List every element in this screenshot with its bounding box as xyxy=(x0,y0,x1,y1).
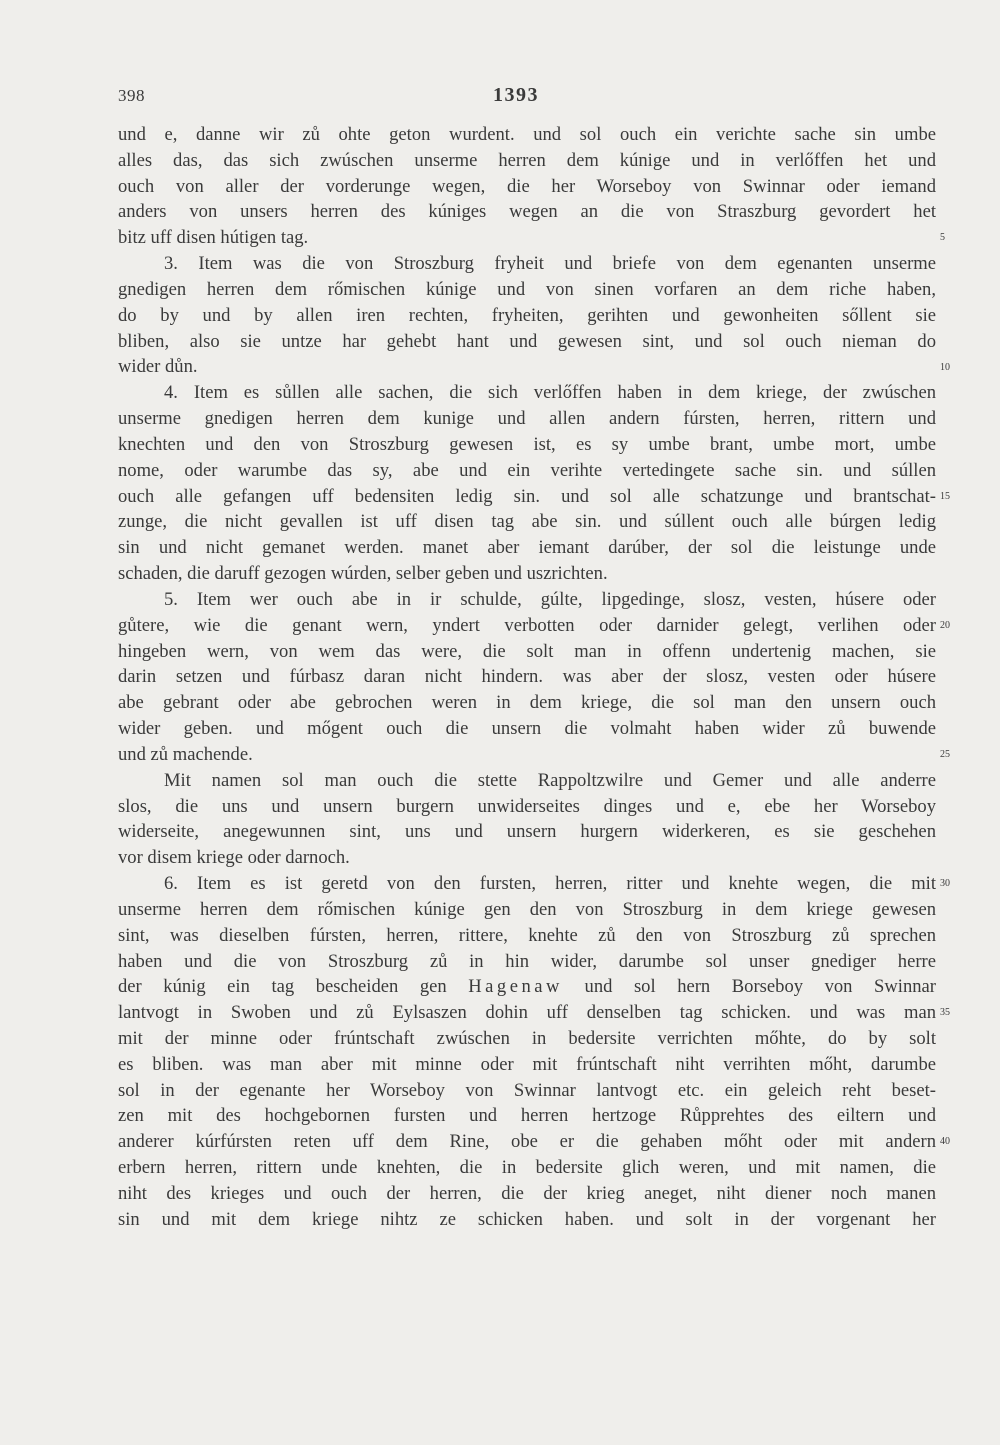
text-line: ouch von aller der vorderunge wegen, die her Worseboy von Swinnar oder iemand xyxy=(118,175,936,197)
text-line: und e, danne wir zů ohte geton wurdent. und sol ouch ein verichte sache sin umbe xyxy=(118,124,936,145)
text-line: sin und nicht gemanet werden. manet aber iemant darúber, der sol die leistunge unde xyxy=(118,537,936,559)
text-line: bliben, also sie untze har gehebt hant und gewesen sint, und sol ouch nieman do xyxy=(118,330,936,352)
document-text xyxy=(118,122,936,1233)
text-line: haben und die von Stroszburg zů in hin wider, darumbe sol unser gnediger herre xyxy=(118,950,936,972)
text-line: do by und by allen iren rechten, fryheiten, gerihten und gewonheiten sőllent sie xyxy=(118,304,936,326)
text-line: ouch alle gefangen uff bedensiten ledig sin. und sol alle schatzunge und brantschat- xyxy=(118,485,936,507)
margin-line-number: 10 xyxy=(940,361,950,373)
text-line: sint, was dieselben fúrsten, herren, rittere, knehte zů den von Stroszburg zů sprechen xyxy=(118,924,936,946)
margin-line-number: 20 xyxy=(940,619,950,631)
text-line: unserme gnedigen herren dem kunige und allen andern fúrsten, herren, rittern und xyxy=(118,408,936,430)
text-line: 4. Item es sůllen alle sachen, die sich verlőffen haben in dem kriege, der zwúschen xyxy=(164,382,936,404)
text-line: Mit namen sol man ouch die stette Rappoltzwilre und Gemer und alle anderre xyxy=(164,769,936,791)
text-line: lantvogt in Swoben und zů Eylsaszen dohin uff denselben tag schicken. und was man xyxy=(118,1002,936,1024)
spaced-place-name: Hagenaw xyxy=(468,976,563,998)
text-line: 5. Item wer ouch abe in ir schulde, gúlte, lipgedinge, slosz, vesten, húsere oder xyxy=(164,588,936,610)
text-line: niht des krieges und ouch der herren, die der krieg aneget, niht diener noch manen xyxy=(118,1182,936,1204)
margin-line-number: 15 xyxy=(940,490,950,502)
text-line xyxy=(118,974,936,1000)
text-segment: der kúnig ein tag bescheiden gen xyxy=(118,976,447,998)
text-line: slos, die uns und unsern burgern unwiderseites dinges und e, ebe her Worseboy xyxy=(118,795,936,817)
text-line: und zů machende. xyxy=(118,743,253,765)
text-line: erbern herren, rittern unde knehten, die in bedersite glich weren, und mit namen, die xyxy=(118,1157,936,1179)
text-segment: und sol hern Borseboy von Swinnar xyxy=(584,976,936,998)
text-line: nome, oder warumbe das sy, abe und ein verihte vertedingete sache sin. und súllen xyxy=(118,459,936,481)
text-line: anderer kúrfúrsten reten uff dem Rine, obe er die gehaben mőht oder mit andern xyxy=(118,1131,936,1153)
text-line: vor disem kriege oder darnoch. xyxy=(118,847,350,869)
text-line: zunge, die nicht gevallen ist uff disen tag abe sin. und súllent ouch alle búrgen ledig xyxy=(118,511,936,533)
text-line: hingeben wern, von wem das were, die solt man in offenn undertenig machen, sie xyxy=(118,640,936,662)
text-line: gnedigen herren dem rőmischen kúnige und von sinen vorfaren an dem riche haben, xyxy=(118,278,936,300)
page-year: 1393 xyxy=(493,84,539,106)
text-line: anders von unsers herren des kúniges wegen an die von Straszburg gevordert het xyxy=(118,201,936,223)
margin-line-number: 25 xyxy=(940,748,950,760)
text-line: wider geben. und mőgent ouch die unsern die volmaht haben wider zů buwende xyxy=(118,718,936,740)
text-line: wider důn. xyxy=(118,356,198,378)
text-line: 3. Item was die von Stroszburg fryheit und briefe von dem egenanten unserme xyxy=(164,253,936,275)
margin-line-number: 35 xyxy=(940,1007,950,1019)
margin-line-number: 5 xyxy=(940,232,945,244)
text-line: alles das, das sich zwúschen unserme herren dem kúnige und in verlőffen het und xyxy=(118,149,936,171)
text-line: abe gebrant oder abe gebrochen weren in dem kriege, die sol man den unsern ouch xyxy=(118,692,936,714)
text-line: darin setzen und fúrbasz daran nicht hindern. was aber der slosz, vesten oder húsere xyxy=(118,666,936,688)
margin-line-number: 30 xyxy=(940,878,950,890)
text-line: sin und mit dem kriege nihtz ze schicken haben. und solt in der vorgenant her xyxy=(118,1208,936,1230)
text-line: sol in der egenante her Worseboy von Swinnar lantvogt etc. ein geleich reht beset- xyxy=(118,1079,936,1101)
margin-line-number: 40 xyxy=(940,1136,950,1148)
text-line: 6. Item es ist geretd von den fursten, herren, ritter und knehte wegen, die mit xyxy=(164,873,936,895)
text-line: knechten und den von Stroszburg gewesen ist, es sy umbe brant, umbe mort, umbe xyxy=(118,433,936,455)
text-line: bitz uff disen hútigen tag. xyxy=(118,227,309,249)
text-line: es bliben. was man aber mit minne oder mit frúntschaft niht verrihten mőht, darumbe xyxy=(118,1053,936,1075)
text-line: widerseite, anegewunnen sint, uns und unsern hurgern widerkeren, es sie geschehen xyxy=(118,821,936,843)
text-line: unserme herren dem rőmischen kúnige gen den von Stroszburg in dem kriege gewesen xyxy=(118,898,936,920)
text-line: zen mit des hochgebornen fursten und herren hertzoge Růpprehtes des eiltern und xyxy=(118,1105,936,1127)
text-line: mit der minne oder frúntschaft zwúschen in bedersite verrichten mőhte, do by solt xyxy=(118,1027,936,1049)
text-line: schaden, die daruff gezogen wúrden, selber geben und uszrichten. xyxy=(118,563,608,585)
page-number: 398 xyxy=(118,86,145,105)
text-line: gůtere, wie die genant wern, yndert verbotten oder darnider gelegt, verlihen oder xyxy=(118,614,936,636)
